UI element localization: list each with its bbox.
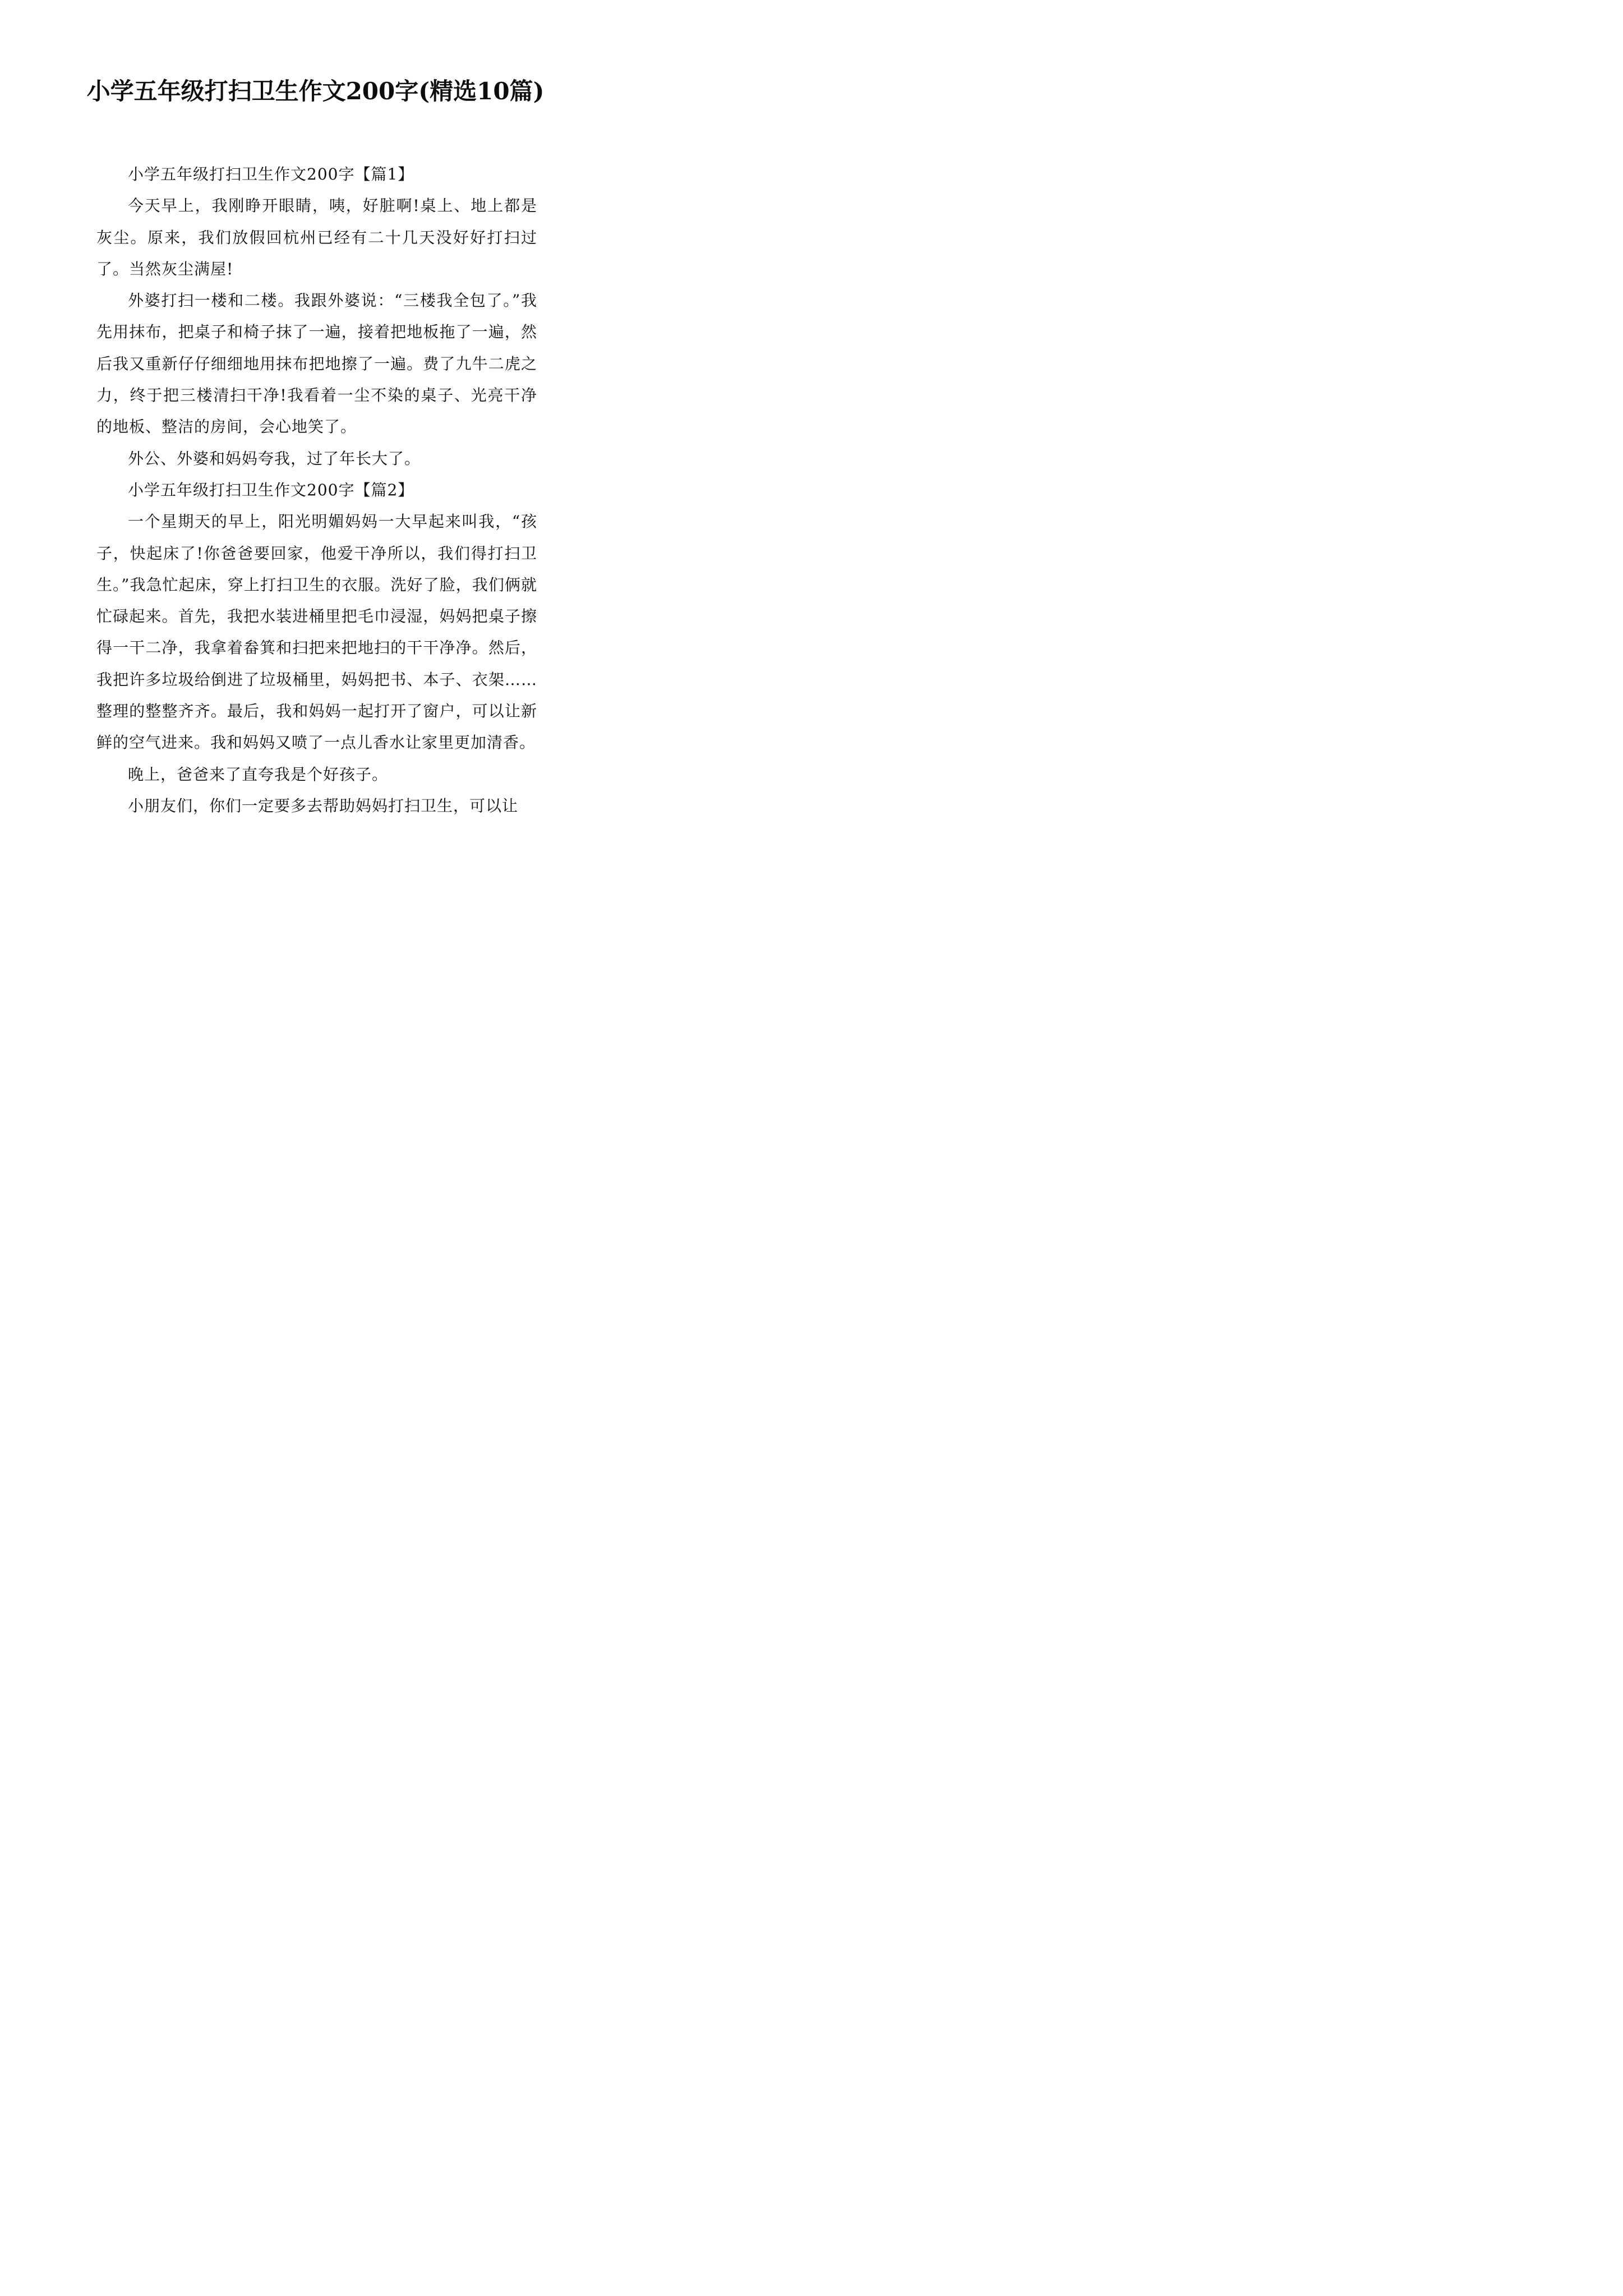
- paragraph: 外公、外婆和妈妈夸我，过了年长大了。: [128, 449, 421, 468]
- paragraph: 外婆打扫一楼和二楼。我跟外婆说：“三楼我全包了。”我先用抹布，把桌子和椅子抹了一遍，接着把地板拖了一遍，然后我又重新仔仔细细地用抹布把地擦了一遍。费了九牛二虎之力，终于把三楼清扫干净!我看着一尘不染的桌子、光亮干净的地板、整洁的房间，会心地笑了。: [96, 291, 537, 436]
- paragraph: 晚上，爸爸来了直夸我是个好孩子。: [128, 765, 389, 784]
- paragraph: 今天早上，我刚睁开眼睛，咦，好脏啊!桌上、地上都是灰尘。原来，我们放假回杭州已经有二十几天没好好打扫过了。当然灰尘满屋!: [96, 196, 537, 278]
- document-body: [96, 159, 537, 822]
- document-page: [0, 0, 631, 892]
- paragraph: 小朋友们，你们一定要多去帮助妈妈打扫卫生，可以让: [128, 796, 519, 815]
- document-title: 小学五年级打扫卫生作文200字(精选10篇): [86, 77, 545, 105]
- paragraph: 一个星期天的早上，阳光明媚妈妈一大早起来叫我，“孩子，快起床了!你爸爸要回家，他爱干净所以，我们得打扫卫生。”我急忙起床，穿上打扫卫生的衣服。洗好了脸，我们俩就忙碌起来。首先，我把水装进桶里把毛巾浸湿，妈妈把桌子擦得一干二净，我拿着畚箕和扫把来把地扫的干干净净。然后，我把许多垃圾给倒进了垃圾桶里，妈妈把书、本子、衣架……整理的整整齐齐。最后，我和妈妈一起打开了窗户，可以让新鲜的空气进来。我和妈妈又喷了一点儿香水让家里更加清香。: [96, 512, 537, 752]
- section-heading-2: 小学五年级打扫卫生作文200字【篇2】: [128, 480, 414, 499]
- section-heading-1: 小学五年级打扫卫生作文200字【篇1】: [128, 165, 414, 183]
